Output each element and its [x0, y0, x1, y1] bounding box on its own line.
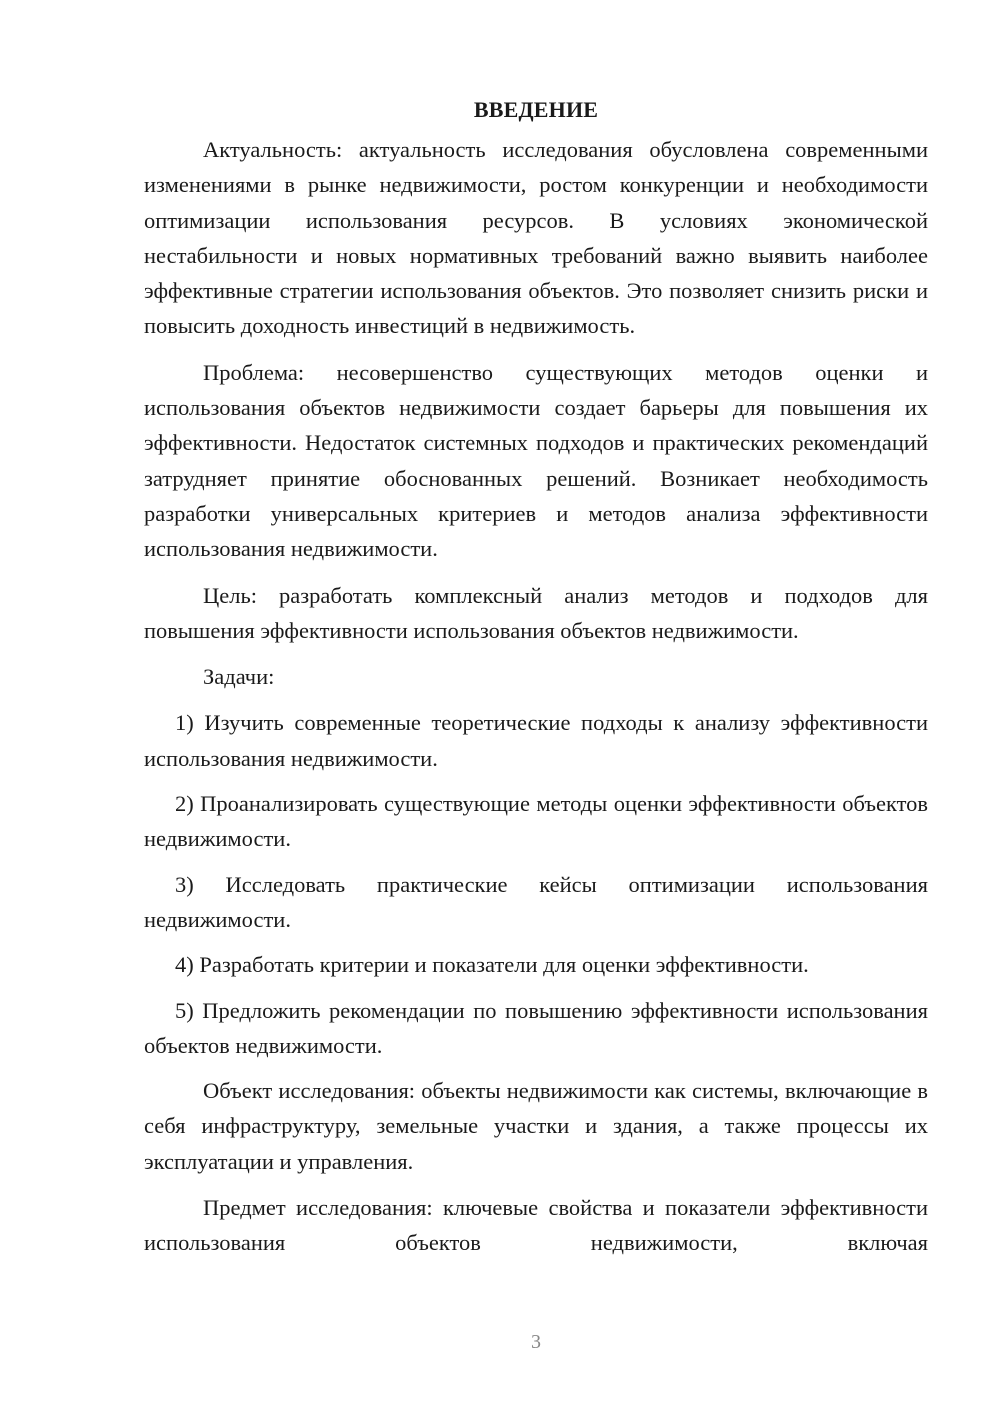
task-item: 3) Исследовать практические кейсы оптимизации использования недвижимости.: [144, 871, 928, 932]
subject-paragraph: Предмет исследования: ключевые свойства и показатели эффективности использования объектов недвижимости, включая: [144, 1195, 928, 1256]
task-item: 1) Изучить современные теоретические подходы к анализу эффективности использования недвижимости.: [144, 710, 928, 771]
task-item: 4) Разработать критерии и показатели для оценки эффективности.: [175, 952, 809, 978]
problem-paragraph: Проблема: несовершенство существующих методов оценки и использования объектов недвижимости создает барьеры для повышения их эффективности. Недостаток системных подходов и практических рекомендаций затрудняет принятие обоснованных решений. Возникает необходимость разработки универсальных критериев и методов анализа эффективности использования недвижимости.: [144, 359, 928, 562]
relevance-paragraph: Актуальность: актуальность исследования обусловлена современными изменениями в рынке недвижимости, ростом конкуренции и необходимости оптимизации использования ресурсов. В условиях экономической нестабильности и новых нормативных требований важно выявить наиболее эффективные стратегии использования объектов. Это позволяет снизить риски и повысить доходность инвестиций в недвижимость.: [144, 137, 928, 339]
page-number: 3: [531, 1331, 541, 1353]
goal-paragraph: Цель: разработать комплексный анализ методов и подходов для повышения эффективности использования объектов недвижимости.: [144, 582, 928, 643]
task-item: 5) Предложить рекомендации по повышению эффективности использования объектов недвижимости.: [144, 997, 928, 1058]
object-paragraph: Объект исследования: объекты недвижимости как системы, включающие в себя инфраструктуру, земельные участки и здания, а также процессы их эксплуатации и управления.: [144, 1078, 928, 1174]
tasks-heading: Задачи:: [203, 664, 275, 690]
section-title: ВВЕДЕНИЕ: [473, 97, 599, 122]
task-item: 2) Проанализировать существующие методы оценки эффективности объектов недвижимости.: [144, 791, 928, 852]
page-content: [144, 92, 928, 1261]
